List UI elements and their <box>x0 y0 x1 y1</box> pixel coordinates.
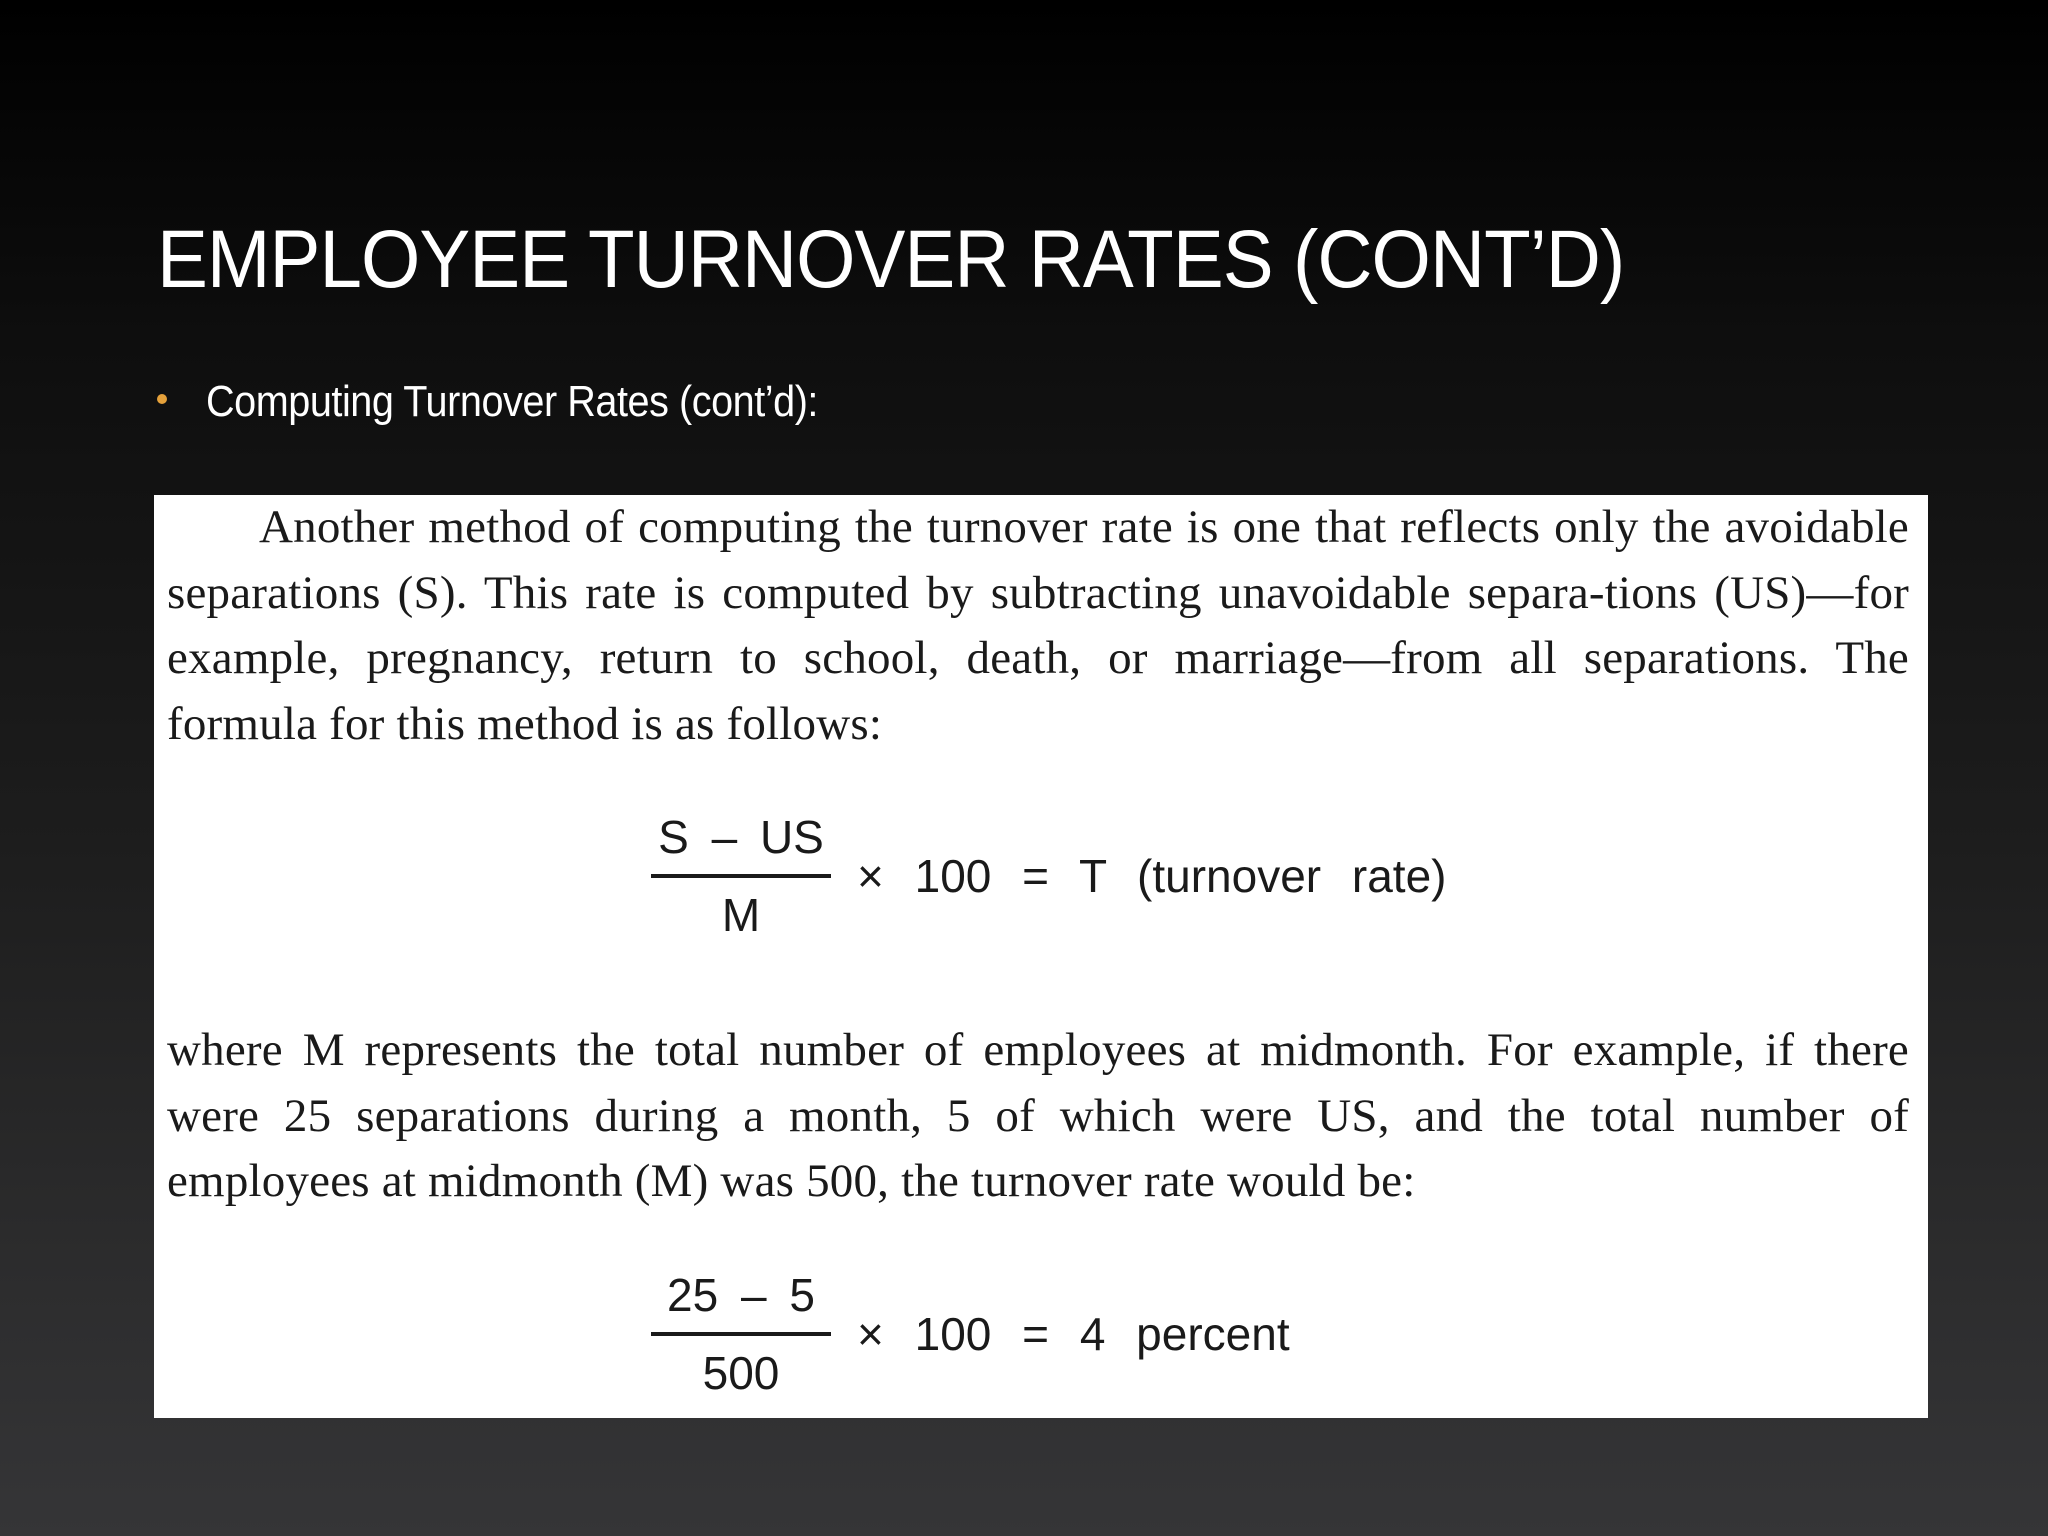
formula-denominator: 500 <box>702 1347 780 1399</box>
formula-result: × 100 = T (turnover rate) <box>857 850 1447 902</box>
slide-title: EMPLOYEE TURNOVER RATES (CONT’D) <box>157 214 1625 305</box>
formula-example-calculation <box>651 1264 1290 1404</box>
document-excerpt-image <box>154 495 1928 1418</box>
bullet-item <box>157 372 886 432</box>
bullet-text: Computing Turnover Rates (cont’d): <box>206 377 818 426</box>
paragraph-method-description: Another method of computing the turnover rate is one that reflects only the avoidable separations (S). This rate is computed by subtracting unavoidable separa-tions (US)—for example, pregnancy, return to school, death, or marriage—from all separations. The formula for this method is as follows: <box>167 501 1909 750</box>
formula-result: × 100 = 4 percent <box>857 1308 1290 1360</box>
formula-turnover-rate <box>651 806 1446 946</box>
formula-fraction <box>651 1268 831 1400</box>
paragraph-example: where M represents the total number of employees at midmonth. For example, if there were 25 separations during a month, 5 of which were US, and the total number of employees at midmonth (M) was 500, the turnover rate would be: <box>167 1024 1909 1207</box>
bullet-dot-icon <box>157 394 167 404</box>
formula-numerator: 25 – 5 <box>667 1269 815 1321</box>
formula-numerator: S – US <box>658 811 824 863</box>
formula-denominator: M <box>721 889 761 941</box>
formula-fraction <box>651 810 831 942</box>
